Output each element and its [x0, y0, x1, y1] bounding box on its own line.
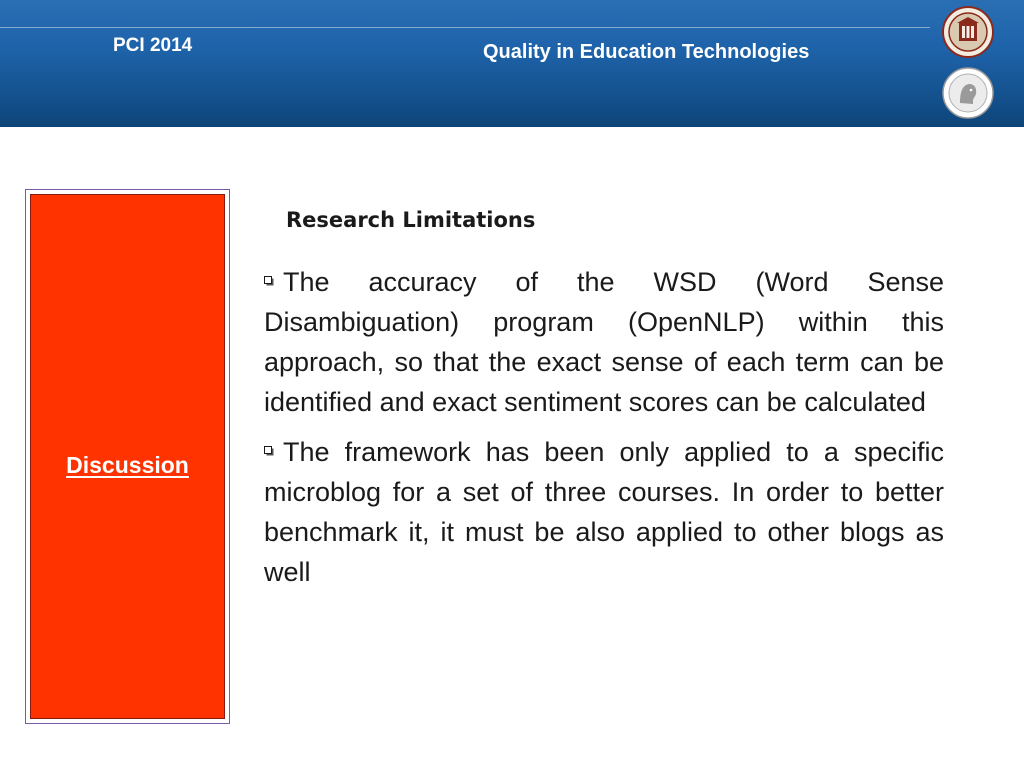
- section-heading: Research Limitations: [286, 208, 536, 232]
- slide-title: Quality in Education Technologies: [483, 41, 810, 63]
- bullet-text: The accuracy of the WSD (Word Sense Disambiguation) program (OpenNLP) within this approach, so that the exact sense of each term can be identified and exact sentiment scores can be calculated: [264, 267, 944, 417]
- header-bar: [0, 0, 1024, 127]
- list-item: [264, 262, 944, 422]
- section-side-panel-fill: [30, 194, 225, 719]
- list-item: [264, 432, 944, 592]
- hollow-square-bullet-icon: [264, 276, 274, 286]
- header-divider: [0, 27, 930, 28]
- classical-portrait-seal-logo: [942, 67, 994, 119]
- bullet-list: [264, 262, 944, 602]
- section-label: Discussion: [66, 452, 189, 478]
- conference-label: PCI 2014: [113, 35, 193, 56]
- bullet-text: The framework has been only applied to a specific microblog for a set of three courses. In order to better benchmark it, it must be also applied to other blogs as well: [264, 437, 944, 587]
- section-side-panel: [25, 189, 230, 724]
- university-seal-logo: [942, 6, 994, 58]
- hollow-square-bullet-icon: [264, 446, 274, 456]
